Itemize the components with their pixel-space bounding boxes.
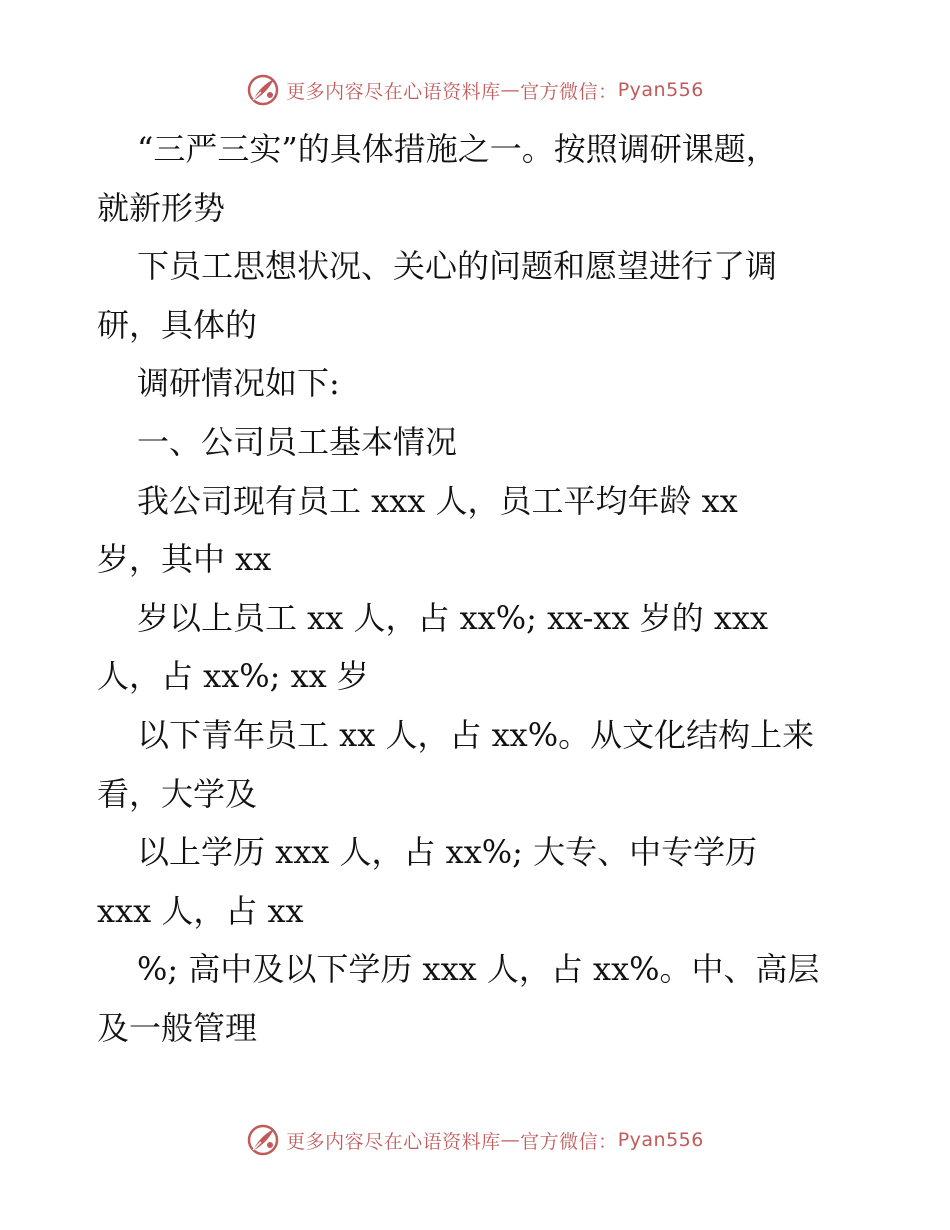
body-line: 就新形势 (97, 188, 226, 227)
footer-site-text: 更多内容尽在心语资料库 (286, 1130, 501, 1153)
footer-dash: — (500, 1129, 521, 1151)
body-line: 以下青年员工 xx 人，占 xx%。从文化结构上来 (137, 715, 815, 754)
body-line: “三严三实”的具体措施之一。按照调研课题， (137, 130, 778, 168)
body-line: 及一般管理 (97, 1008, 258, 1047)
body-line: %; 高中及以下学历 xxx 人，占 xx%。中、高层 (137, 950, 820, 989)
document-body (97, 120, 877, 1058)
body-line: 调研情况如下: (137, 364, 340, 403)
feather-pen-logo-icon (246, 1123, 280, 1157)
body-line: 岁以上员工 xx 人，占 xx%; xx-xx 岁的 xxx (137, 598, 768, 637)
footer-wechat-label: 官方微信： (520, 1130, 618, 1153)
header-watermark-banner (0, 70, 950, 110)
body-line: 我公司现有员工 xxx 人，员工平均年龄 xx (137, 481, 738, 520)
feather-pen-logo-icon (246, 73, 280, 107)
body-line: 研，具体的 (97, 305, 258, 344)
header-dash: — (500, 79, 521, 101)
footer-wechat-id: Pyan556 (617, 1129, 704, 1151)
body-line: 人，占 xx%; xx 岁 (97, 657, 369, 696)
section-heading: 一、公司员工基本情况 (137, 422, 458, 461)
footer-watermark-banner (0, 1120, 950, 1160)
header-wechat-label: 官方微信： (520, 80, 618, 103)
body-line: 下员工思想状况、关心的问题和愿望进行了调 (137, 247, 778, 286)
body-line: 岁，其中 xx (97, 540, 272, 579)
header-wechat-id: Pyan556 (617, 79, 704, 101)
header-site-text: 更多内容尽在心语资料库 (286, 80, 501, 103)
body-line: xxx 人，占 xx (97, 891, 304, 930)
body-line: 看，大学及 (97, 774, 258, 813)
body-line: 以上学历 xxx 人，占 xx%; 大专、中专学历 (137, 833, 758, 872)
